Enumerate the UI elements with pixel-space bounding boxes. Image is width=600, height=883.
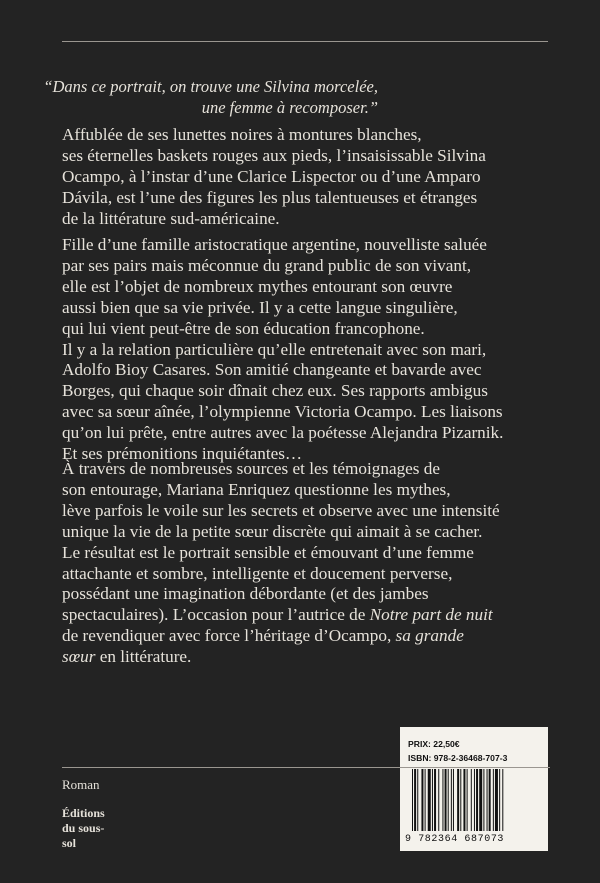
barcode-bar [476,769,478,831]
text-run: spectaculaires). L’occasion pour l’autrice de [62,605,370,625]
isbn-text: ISBN: 978-2-36468-707-3 [408,753,508,763]
text-line [62,626,562,647]
publisher-line: du sous- [62,821,105,835]
top-rule [62,41,548,42]
barcode-bar [432,769,433,831]
barcode-bar [499,769,500,831]
text-line: ses éternelles baskets rouges aux pieds, l’insaisissable Silvina [62,145,486,165]
text-line: de la littérature sud-américaine. [62,208,280,228]
pull-quote [43,76,378,118]
barcode-bar [414,769,416,831]
barcode-icon [410,769,538,831]
text-line [62,647,562,668]
publisher-line: Éditions [62,806,105,820]
bottom-rule [62,767,550,768]
barcode-bar [438,769,439,831]
barcode-bar [463,769,465,831]
text-line: qu’on lui prête, entre autres avec la poétesse Alejandra Pizarnik. [62,423,504,443]
barcode-bar [428,769,431,831]
barcode-bar [434,769,436,831]
text-line [62,605,562,626]
text-run: en littérature. [95,647,192,667]
text-line: aussi bien que sa vie privée. Il y a cette langue singulière, [62,297,458,317]
barcode-bar [421,769,423,831]
book-title: Notre part de nuit [369,605,493,625]
barcode-bar [425,769,426,831]
barcode-bar [453,769,454,831]
price-text: PRIX: 22,50€ [408,739,460,749]
text-line: son entourage, Mariana Enriquez questionne les mythes, [62,479,451,499]
text-line: À travers de nombreuses sources et les témoignages de [62,459,441,478]
barcode-label [400,727,548,851]
text-line: Affublée de ses lunettes noires à montures blanches, [62,125,422,144]
barcode-bar [493,769,494,831]
text-line: qui lui vient peut-être de son éducation francophone. [62,318,425,338]
text-line: Le résultat est le portrait sensible et émouvant d’une femme [62,542,474,562]
text-line: attachante et sombre, intelligente et doucement perverse, [62,563,453,583]
text-line: unique la vie de la petite sœur discrète qui aimait à se cacher. [62,521,483,541]
quote-line: une femme à recomposer.” [201,98,378,117]
text-line: possédant une imagination débordante (et des jambes [62,584,429,604]
barcode-bar [479,769,482,831]
barcode-bar [489,769,491,831]
barcode-bar [451,769,452,831]
genre-label: Roman [62,777,100,792]
text-line: Borges, qui chaque soir dînait chez eux. Ses rapports ambigus [62,381,488,401]
text-line: Fille d’une famille aristocratique argentine, nouvelliste saluée [62,235,487,254]
text-line: Et ses prémonitions inquiétantes… [62,444,303,464]
barcode-bar [502,769,503,831]
paragraph-biography [62,235,562,465]
barcode-bar [417,769,418,831]
text-line: par ses pairs mais méconnue du grand public de son vivant, [62,255,472,275]
barcode-bar [445,769,447,831]
paragraph-author [62,459,562,668]
text-run: de revendiquer avec force l’héritage d’Ocampo, [62,626,396,646]
barcode-bar [460,769,461,831]
barcode-bar [487,769,488,831]
text-line: Dávila, est l’une des figures les plus talentueuses et étranges [62,187,478,207]
quote-line: “Dans ce portrait, on trouve une Silvina morcelée, [43,77,378,96]
barcode-bar [442,769,443,831]
publisher-logo [62,806,105,851]
text-line: avec sa sœur aînée, l’olympienne Victoria Ocampo. Les liaisons [62,402,503,422]
italic-phrase: sa grande [395,626,464,646]
barcode-bar [495,769,498,831]
barcode-bar [483,769,484,831]
barcode-digits: 9 782364 687073 [405,834,505,845]
text-line: Ocampo, à l’instar d’une Clarice Lispector ou d’une Amparo [62,166,481,186]
barcode-bar [448,769,449,831]
paragraph-intro [62,125,562,230]
publisher-line: sol [62,836,77,850]
text-line: lève parfois le voile sur les secrets et observe avec une intensité [62,500,500,520]
text-line: elle est l’objet de nombreux mythes entourant son œuvre [62,276,453,296]
text-line: Adolfo Bioy Casares. Son amitié changeante et bavarde avec [62,360,482,380]
barcode-bar [457,769,459,831]
italic-phrase: sœur [62,647,96,667]
barcode-bar [471,769,472,831]
barcode-bar [474,769,475,831]
barcode-bar [467,769,468,831]
text-line: Il y a la relation particulière qu’elle entretenait avec son mari, [62,339,487,359]
barcode-bar [412,769,413,831]
